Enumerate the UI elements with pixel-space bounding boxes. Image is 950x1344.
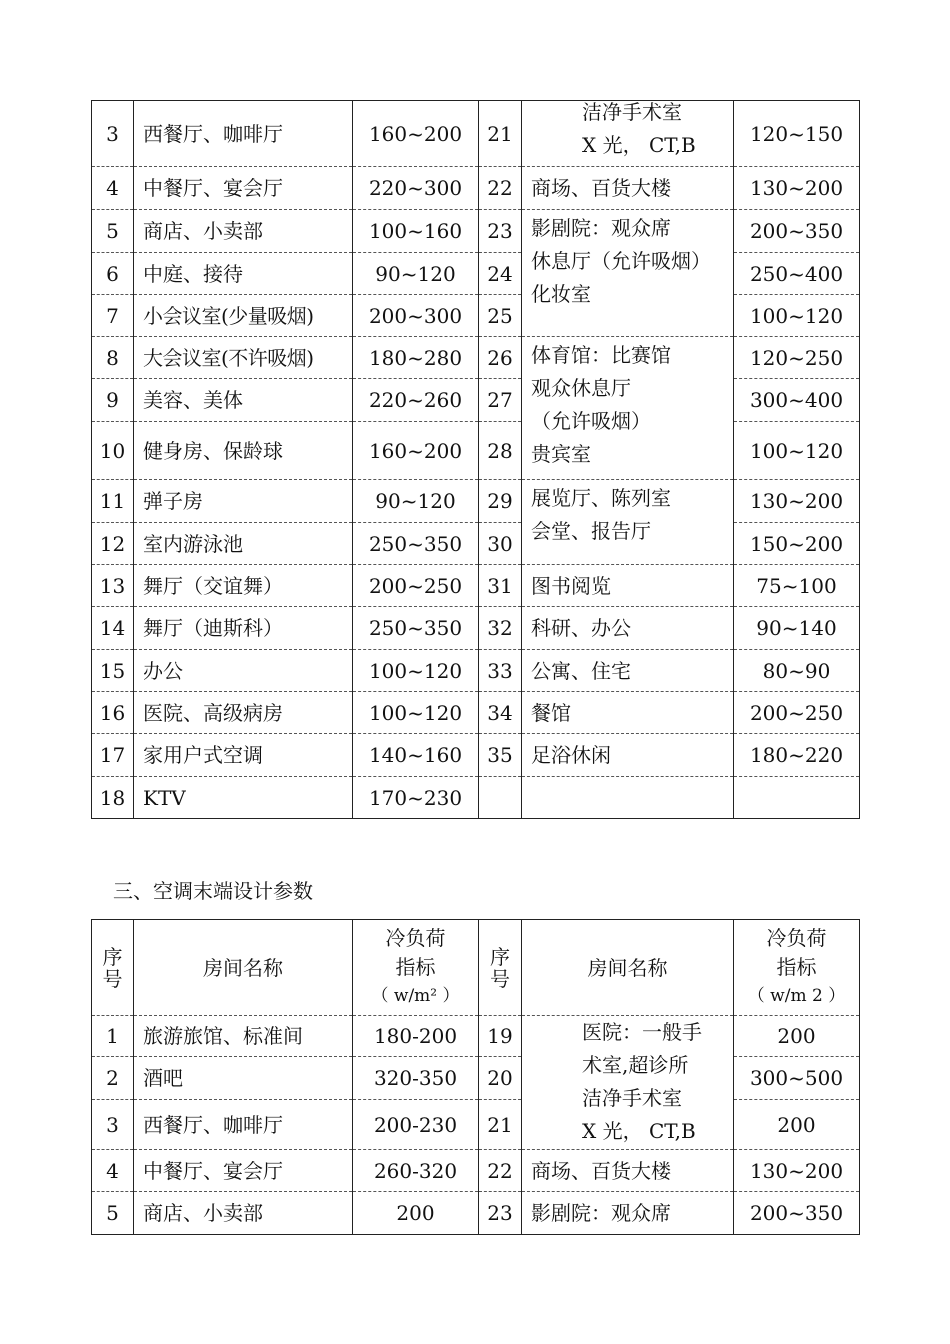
row-number: 32 (479, 607, 522, 650)
header-line: 指标 (776, 955, 817, 979)
room-name-line: 洁净手术室 (582, 100, 682, 124)
room-name: 舞厅（迪斯科） (134, 607, 353, 650)
row-number: 6 (92, 253, 134, 295)
room-name-line: 医院：一般手 (582, 1020, 702, 1044)
row-number: 33 (479, 650, 522, 692)
room-name: 中庭、接待 (134, 253, 353, 295)
load-value: 160~200 (353, 101, 479, 167)
row-number: 28 (479, 422, 522, 480)
row-number: 24 (479, 253, 522, 295)
room-name: 旅游旅馆、标准间 (134, 1016, 353, 1057)
header-line: 指标 (395, 955, 436, 979)
header-line: （ w/m 2 ） (747, 986, 846, 1006)
room-name-line: 休息厅（允许吸烟） (531, 249, 711, 273)
room-name: 商场、百货大楼 (522, 1150, 734, 1192)
table-row (92, 1100, 860, 1150)
load-value: 220~300 (353, 167, 479, 210)
header-char: 序 (102, 944, 123, 969)
room-name-exhibit (522, 480, 734, 565)
room-name: KTV (134, 777, 353, 819)
room-name: 商店、小卖部 (134, 1192, 353, 1235)
row-number: 7 (92, 295, 134, 337)
load-value: 170~230 (353, 777, 479, 819)
load-value: 100~120 (734, 422, 860, 480)
table-row (92, 101, 860, 167)
column-header-room-name: 房间名称 (134, 920, 353, 1016)
room-name: 家用户式空调 (134, 734, 353, 777)
room-name-line: 体育馆：比赛馆 (531, 343, 671, 367)
row-number: 3 (92, 1100, 134, 1150)
row-number: 15 (92, 650, 134, 692)
cooling-load-table-continued (91, 100, 860, 819)
room-name-hospital (522, 1016, 734, 1150)
room-name: 足浴休闲 (522, 734, 734, 777)
row-number: 23 (479, 210, 522, 253)
load-value: 100~120 (353, 650, 479, 692)
row-number: 22 (479, 167, 522, 210)
room-name: 中餐厅、宴会厅 (134, 167, 353, 210)
table-row (92, 777, 860, 819)
room-name: 舞厅（交谊舞） (134, 565, 353, 607)
room-name: 医院、高级病房 (134, 692, 353, 734)
row-number: 27 (479, 379, 522, 422)
load-value: 200~300 (353, 295, 479, 337)
row-number: 25 (479, 295, 522, 337)
room-name: 弹子房 (134, 480, 353, 523)
header-line: （ w/m² ） (371, 986, 460, 1006)
row-number: 5 (92, 210, 134, 253)
row-number: 30 (479, 523, 522, 565)
room-name-line: 会堂、报告厅 (531, 519, 651, 543)
row-number: 20 (479, 1057, 522, 1100)
room-name: 影剧院：观众席 (522, 1192, 734, 1235)
room-name: 健身房、保龄球 (134, 422, 353, 480)
row-number: 35 (479, 734, 522, 777)
room-name-line: 展览厅、陈列室 (531, 486, 671, 510)
room-name (522, 777, 734, 819)
row-number: 4 (92, 1150, 134, 1192)
row-number: 11 (92, 480, 134, 523)
row-number: 1 (92, 1016, 134, 1057)
row-number (479, 777, 522, 819)
table-row (92, 422, 860, 480)
row-number: 2 (92, 1057, 134, 1100)
load-value: 100~160 (353, 210, 479, 253)
table-row (92, 210, 860, 253)
table-row (92, 1192, 860, 1235)
load-value: 160~200 (353, 422, 479, 480)
room-name: 小会议室(少量吸烟) (134, 295, 353, 337)
load-value: 140~160 (353, 734, 479, 777)
load-value: 200~250 (734, 692, 860, 734)
load-value: 75~100 (734, 565, 860, 607)
table-row (92, 1016, 860, 1057)
column-header-room-name: 房间名称 (522, 920, 734, 1016)
load-value: 220~260 (353, 379, 479, 422)
room-name: 西餐厅、咖啡厅 (134, 101, 353, 167)
table-row (92, 565, 860, 607)
table-row (92, 607, 860, 650)
room-name: 商店、小卖部 (134, 210, 353, 253)
load-value: 100~120 (353, 692, 479, 734)
row-number: 22 (479, 1150, 522, 1192)
header-line: 冷负荷 (766, 926, 827, 950)
load-value: 130~200 (734, 1150, 860, 1192)
load-value: 200 (734, 1100, 860, 1150)
load-value: 300~400 (734, 379, 860, 422)
room-name-line: 术室,超诊所 (582, 1053, 689, 1077)
header-char: 号 (102, 966, 123, 991)
load-value: 200~350 (734, 210, 860, 253)
room-name: 图书阅览 (522, 565, 734, 607)
load-value: 90~140 (734, 607, 860, 650)
room-name-theater (522, 210, 734, 337)
row-number: 21 (479, 101, 522, 167)
room-name: 中餐厅、宴会厅 (134, 1150, 353, 1192)
column-header-cooling-load (734, 920, 860, 1016)
row-number: 16 (92, 692, 134, 734)
row-number: 34 (479, 692, 522, 734)
table-row (92, 1057, 860, 1100)
header-line: 冷负荷 (385, 926, 446, 950)
load-value: 250~350 (353, 523, 479, 565)
load-value: 180~280 (353, 337, 479, 379)
room-name-line: （允许吸烟） (531, 409, 651, 433)
load-value: 320-350 (353, 1057, 479, 1100)
table-row (92, 1150, 860, 1192)
column-header-number (479, 920, 522, 1016)
room-name: 室内游泳池 (134, 523, 353, 565)
room-name: 美容、美体 (134, 379, 353, 422)
terminal-design-parameters-table (91, 919, 860, 1235)
row-number: 5 (92, 1192, 134, 1235)
row-number: 31 (479, 565, 522, 607)
room-name: 科研、办公 (522, 607, 734, 650)
section-title: 三、空调末端设计参数 (113, 879, 313, 903)
room-name-line: X 光， CT,B (582, 132, 696, 157)
room-name: 大会议室(不许吸烟) (134, 337, 353, 379)
load-value: 200-230 (353, 1100, 479, 1150)
row-number: 14 (92, 607, 134, 650)
table-row (92, 650, 860, 692)
table-row (92, 734, 860, 777)
load-value: 130~200 (734, 480, 860, 523)
column-header-cooling-load (353, 920, 479, 1016)
row-number: 26 (479, 337, 522, 379)
table-row (92, 480, 860, 523)
room-name: 办公 (134, 650, 353, 692)
table-row (92, 295, 860, 337)
load-value: 250~350 (353, 607, 479, 650)
load-value: 250~400 (734, 253, 860, 295)
row-number: 19 (479, 1016, 522, 1057)
room-name-line: 贵宾室 (531, 442, 591, 466)
table-row (92, 253, 860, 295)
load-value: 90~120 (353, 253, 479, 295)
column-header-number (92, 920, 134, 1016)
table-header-row (92, 920, 860, 1016)
load-value: 200~350 (734, 1192, 860, 1235)
row-number: 12 (92, 523, 134, 565)
room-name-line: 洁净手术室 (582, 1086, 682, 1110)
table-row (92, 379, 860, 422)
load-value (734, 777, 860, 819)
header-char: 号 (490, 966, 510, 991)
row-number: 10 (92, 422, 134, 480)
row-number: 9 (92, 379, 134, 422)
room-name: 公寓、住宅 (522, 650, 734, 692)
load-value: 100~120 (734, 295, 860, 337)
row-number: 18 (92, 777, 134, 819)
row-number: 17 (92, 734, 134, 777)
load-value: 130~200 (734, 167, 860, 210)
room-name: 西餐厅、咖啡厅 (134, 1100, 353, 1150)
room-name-line: 观众休息厅 (531, 376, 631, 400)
row-number: 8 (92, 337, 134, 379)
table-row (92, 692, 860, 734)
load-value: 260-320 (353, 1150, 479, 1192)
table-row (92, 523, 860, 565)
row-number: 4 (92, 167, 134, 210)
load-value: 180-200 (353, 1016, 479, 1057)
row-number: 21 (479, 1100, 522, 1150)
load-value: 300~500 (734, 1057, 860, 1100)
table-row (92, 167, 860, 210)
table-row (92, 337, 860, 379)
load-value: 120~150 (734, 101, 860, 167)
row-number: 3 (92, 101, 134, 167)
room-name-line: 化妆室 (531, 282, 591, 306)
load-value: 120~250 (734, 337, 860, 379)
room-name-hospital (522, 101, 734, 167)
room-name-gym (522, 337, 734, 480)
room-name-line: 影剧院：观众席 (531, 216, 671, 240)
room-name: 酒吧 (134, 1057, 353, 1100)
load-value: 180~220 (734, 734, 860, 777)
header-char: 序 (490, 944, 510, 969)
row-number: 29 (479, 480, 522, 523)
row-number: 23 (479, 1192, 522, 1235)
load-value: 80~90 (734, 650, 860, 692)
load-value: 200 (734, 1016, 860, 1057)
room-name-line: X 光， CT,B (582, 1119, 696, 1143)
room-name: 餐馆 (522, 692, 734, 734)
room-name: 商场、百货大楼 (522, 167, 734, 210)
row-number: 13 (92, 565, 134, 607)
load-value: 200 (353, 1192, 479, 1235)
load-value: 90~120 (353, 480, 479, 523)
load-value: 150~200 (734, 523, 860, 565)
load-value: 200~250 (353, 565, 479, 607)
